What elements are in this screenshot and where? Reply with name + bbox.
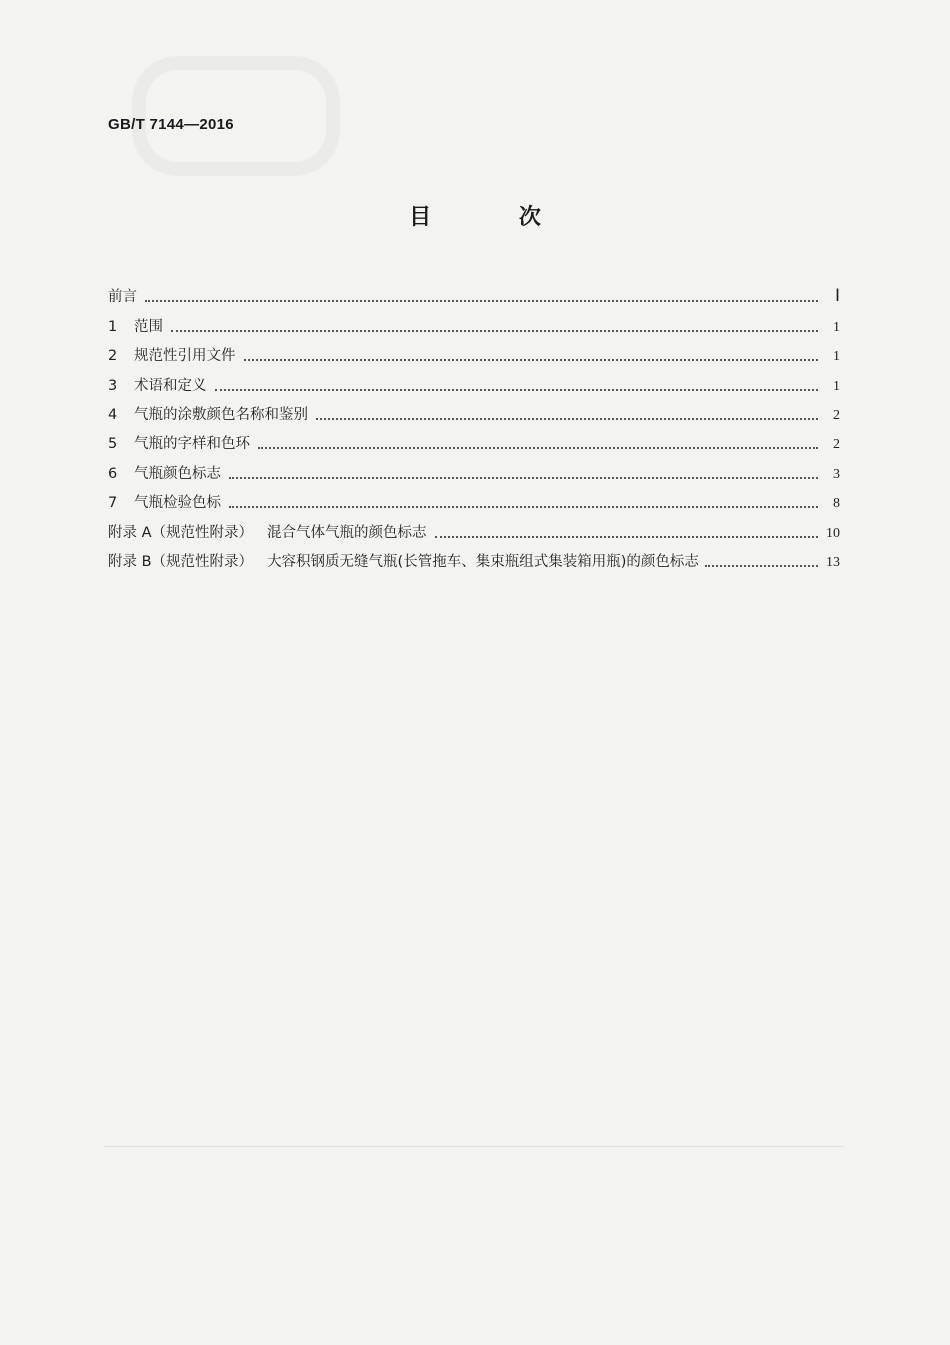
toc-entry-text — [108, 432, 250, 453]
toc-entry-page: 10 — [826, 525, 840, 541]
toc-entry-lettering-rings[interactable] — [108, 424, 840, 453]
toc-entry-scope[interactable] — [108, 306, 840, 335]
toc-entry-label: 术语和定义 — [134, 377, 207, 394]
toc-entry-text — [108, 491, 221, 512]
toc-entry-number: 6 — [108, 465, 118, 482]
toc-entry-number: 3 — [108, 377, 118, 394]
standard-code: GB/T 7144—2016 — [108, 116, 234, 133]
toc-entry-number: 5 — [108, 436, 118, 453]
toc-entry-page: 2 — [833, 437, 840, 453]
toc-entry-text — [108, 344, 236, 365]
toc-entry-text — [108, 550, 699, 571]
leader-dots — [229, 505, 818, 508]
toc-entry-page: 8 — [833, 496, 840, 512]
toc-entry-text — [108, 374, 207, 395]
toc-entry-label: 气瓶检验色标 — [134, 495, 221, 512]
toc-entry-label: 气瓶颜色标志 — [134, 465, 221, 482]
toc-entry-appendix-a[interactable] — [108, 512, 840, 541]
toc-entry-page: 2 — [833, 407, 840, 423]
leader-dots — [258, 446, 818, 449]
toc-title: 目 次 — [409, 205, 581, 230]
appendix-prefix: 附录 B（规范性附录） — [108, 553, 254, 570]
leader-dots — [145, 299, 818, 302]
toc-entry-label: 气瓶的字样和色环 — [134, 436, 250, 453]
toc-entry-inspection-marks[interactable] — [108, 483, 840, 512]
toc-entry-text — [108, 521, 427, 542]
leader-dots — [244, 358, 819, 361]
toc-entry-label: 混合气体气瓶的颜色标志 — [267, 524, 427, 541]
leader-dots — [316, 417, 818, 420]
toc-entry-page: Ⅰ — [834, 286, 840, 306]
toc-entry-normative-references[interactable] — [108, 336, 840, 365]
toc-entry-label: 规范性引用文件 — [134, 348, 236, 365]
toc-entry-appendix-b[interactable] — [108, 542, 840, 571]
toc-entry-number: 2 — [108, 348, 118, 365]
toc-entry-color-marks[interactable] — [108, 453, 840, 482]
toc-entry-number: 4 — [108, 406, 118, 423]
toc-entry-page: 1 — [833, 378, 840, 394]
toc-entry-preface[interactable] — [108, 277, 840, 306]
show-through-rule — [104, 1146, 844, 1147]
toc-entry-label: 前言 — [108, 289, 137, 306]
leader-dots — [229, 476, 818, 479]
appendix-prefix: 附录 A（规范性附录） — [108, 524, 254, 541]
toc-entry-page: 13 — [826, 554, 840, 570]
toc-entry-label: 大容积钢质无缝气瓶(长管拖车、集束瓶组式集装箱用瓶)的颜色标志 — [267, 553, 699, 570]
leader-dots — [705, 564, 818, 567]
table-of-contents — [108, 277, 840, 571]
leader-dots — [435, 535, 818, 538]
leader-dots — [171, 329, 818, 332]
toc-entry-coating-colors[interactable] — [108, 395, 840, 424]
toc-entry-text — [108, 462, 221, 483]
toc-entry-text — [108, 315, 163, 336]
toc-entry-page: 1 — [833, 349, 840, 365]
toc-entry-text — [108, 403, 308, 424]
toc-entry-label: 范围 — [134, 318, 163, 335]
toc-entry-page: 1 — [833, 319, 840, 335]
leader-dots — [215, 388, 819, 391]
toc-entry-page: 3 — [833, 466, 840, 482]
toc-entry-number: 1 — [108, 318, 118, 335]
toc-entry-label: 气瓶的涂敷颜色名称和鉴别 — [134, 406, 308, 423]
toc-entry-number: 7 — [108, 495, 118, 512]
toc-entry-terms-definitions[interactable] — [108, 365, 840, 394]
